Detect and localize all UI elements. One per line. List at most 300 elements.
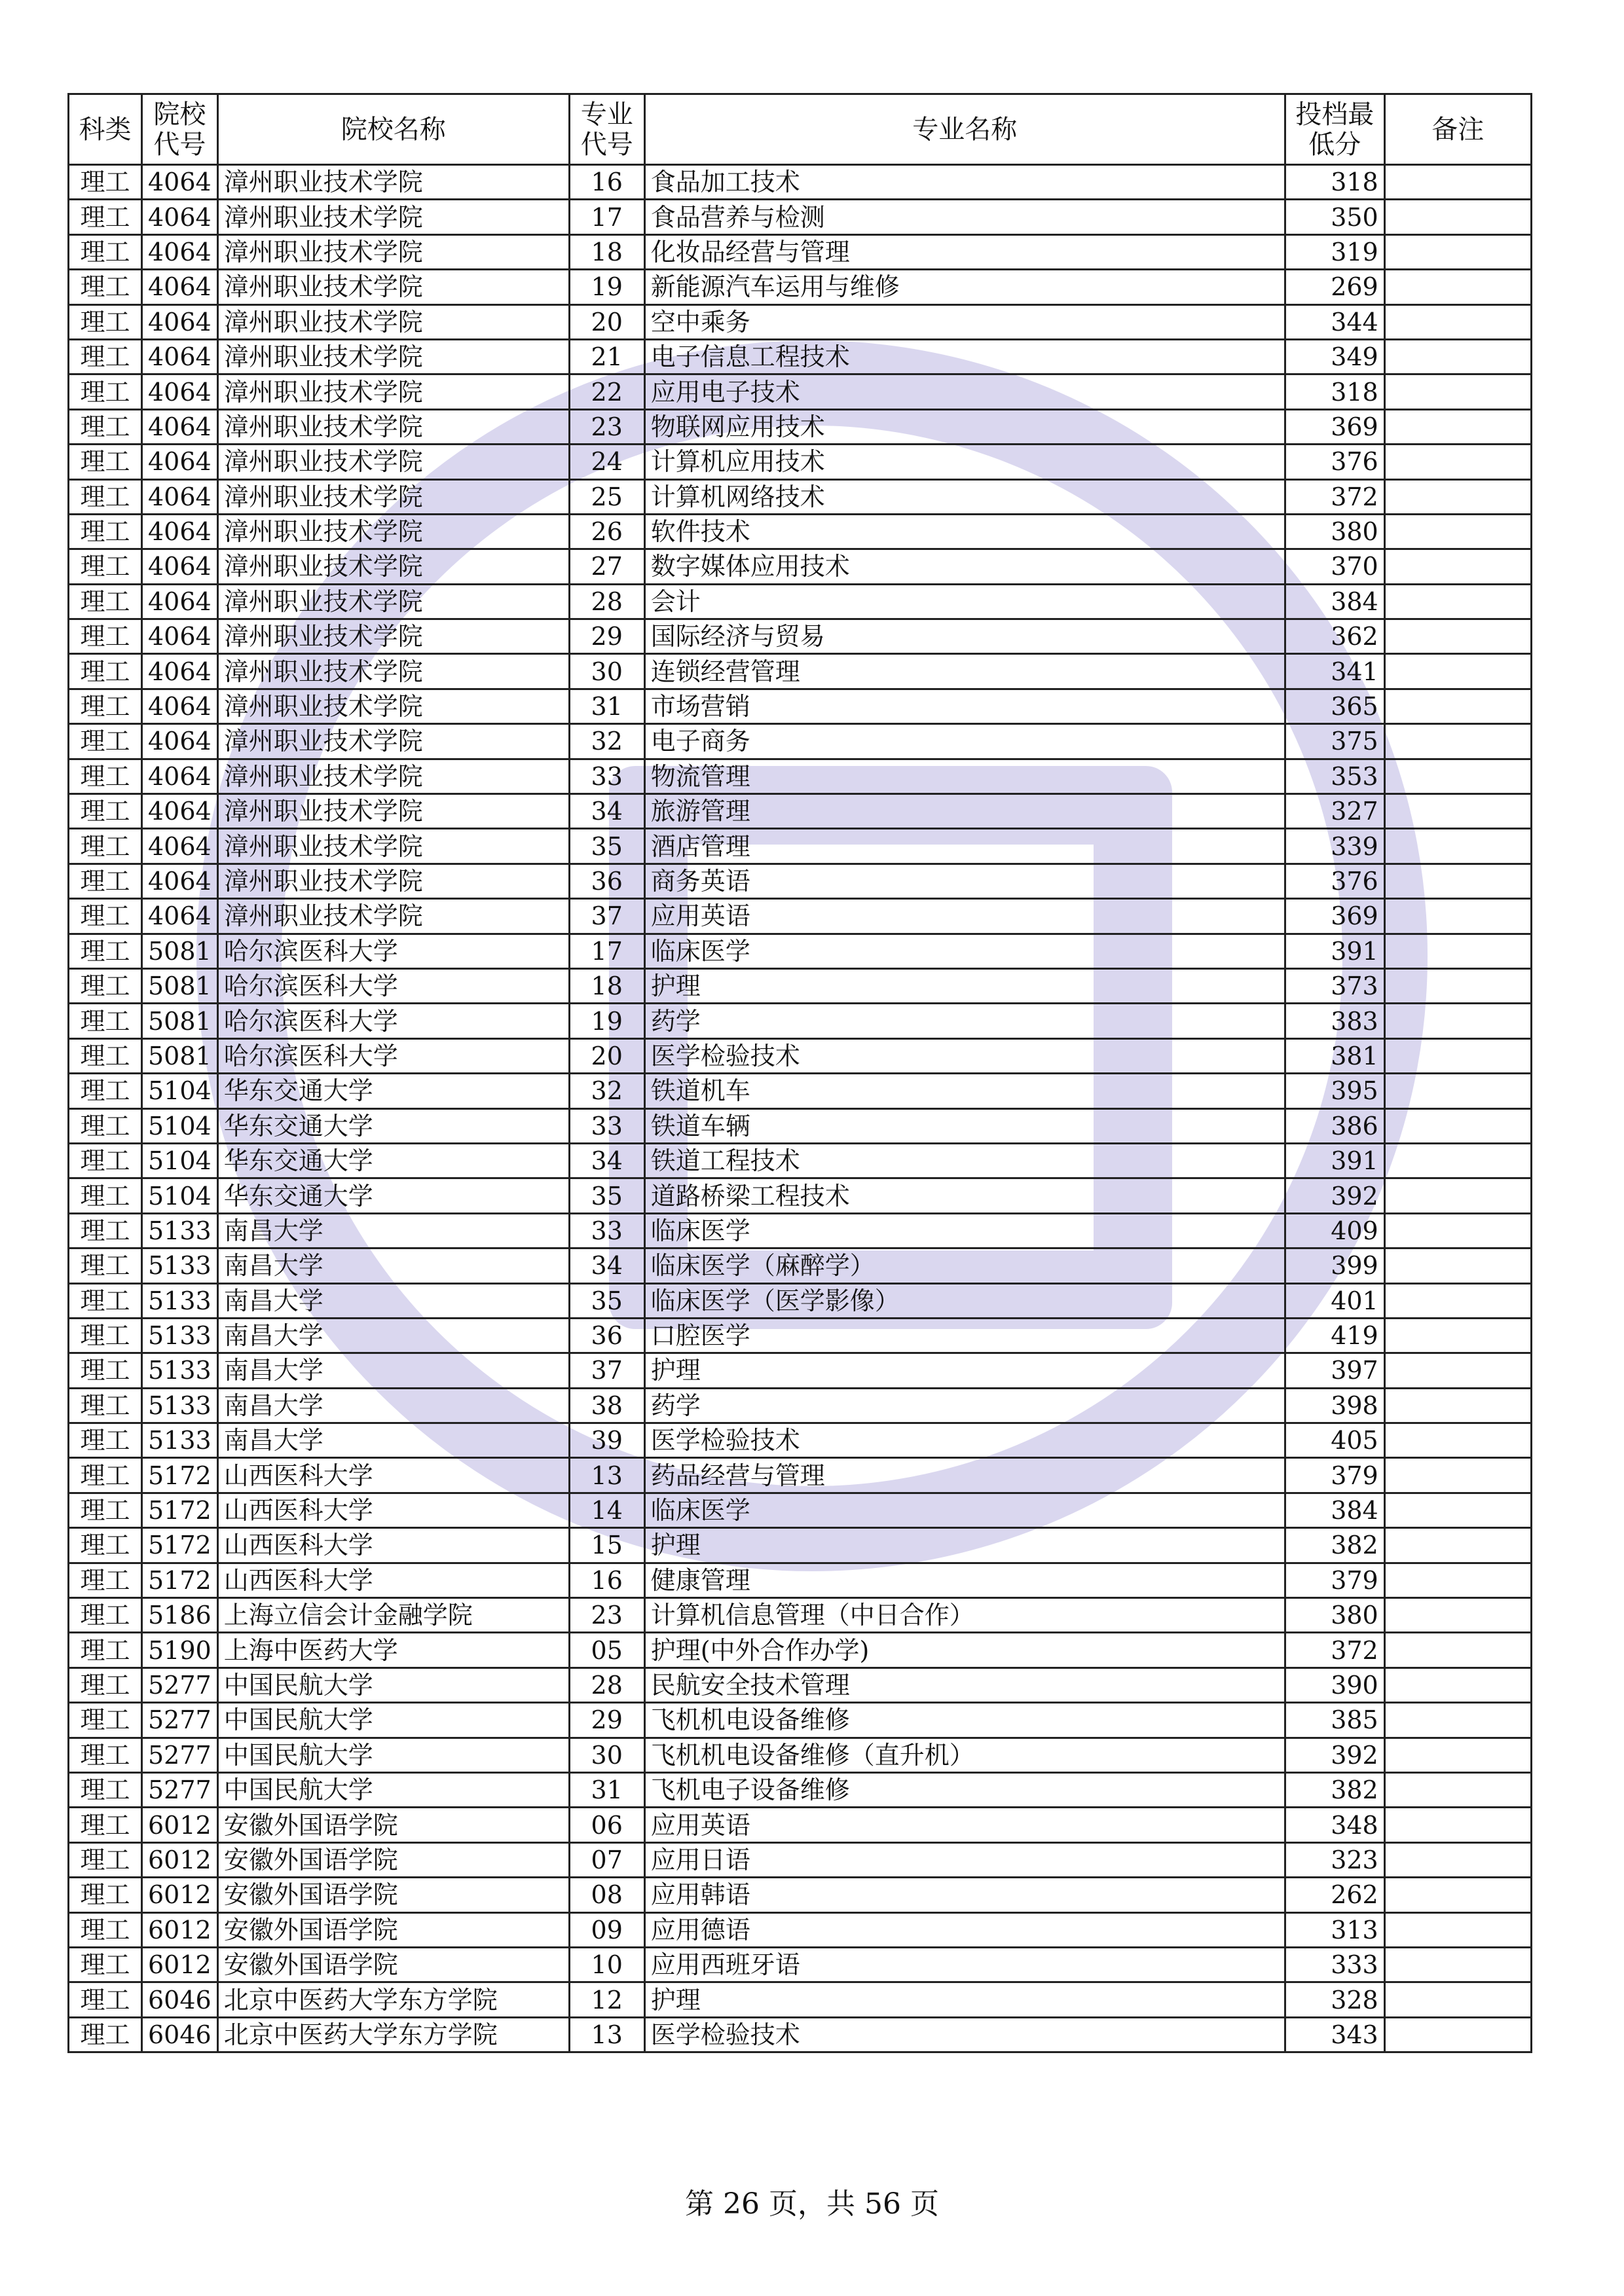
cell-major-name: 护理 xyxy=(644,1528,1285,1563)
cell-school-name: 漳州职业技术学院 xyxy=(217,234,569,269)
table-header-row xyxy=(69,94,1532,165)
cell-major-code: 30 xyxy=(569,1738,644,1772)
cell-major-code: 30 xyxy=(569,654,644,689)
cell-school-name: 漳州职业技术学院 xyxy=(217,445,569,479)
cell-school-code: 4064 xyxy=(142,724,218,759)
cell-major-name: 民航安全技术管理 xyxy=(644,1667,1285,1702)
cell-category: 理工 xyxy=(69,304,142,339)
cell-min-score: 398 xyxy=(1285,1388,1384,1423)
cell-note xyxy=(1384,1842,1531,1877)
cell-major-code: 37 xyxy=(569,899,644,934)
table-row xyxy=(69,1738,1532,1772)
cell-note xyxy=(1384,2017,1531,2052)
table-row xyxy=(69,689,1532,723)
cell-school-name: 山西医科大学 xyxy=(217,1493,569,1527)
cell-school-code: 6012 xyxy=(142,1947,218,1982)
cell-major-code: 16 xyxy=(569,1563,644,1597)
cell-school-name: 南昌大学 xyxy=(217,1423,569,1458)
cell-min-score: 392 xyxy=(1285,1738,1384,1772)
cell-major-code: 36 xyxy=(569,864,644,898)
cell-school-name: 漳州职业技术学院 xyxy=(217,724,569,759)
cell-category: 理工 xyxy=(69,1842,142,1877)
cell-school-name: 漳州职业技术学院 xyxy=(217,829,569,864)
table-row xyxy=(69,724,1532,759)
cell-major-name: 铁道车辆 xyxy=(644,1108,1285,1143)
table-row xyxy=(69,759,1532,793)
cell-major-code: 34 xyxy=(569,1143,644,1178)
cell-min-score: 382 xyxy=(1285,1528,1384,1563)
cell-note xyxy=(1384,619,1531,654)
table-row xyxy=(69,445,1532,479)
cell-school-name: 南昌大学 xyxy=(217,1353,569,1388)
cell-note xyxy=(1384,1912,1531,1947)
cell-major-code: 19 xyxy=(569,270,644,304)
cell-min-score: 395 xyxy=(1285,1074,1384,1108)
cell-school-name: 哈尔滨医科大学 xyxy=(217,1004,569,1038)
cell-school-name: 漳州职业技术学院 xyxy=(217,200,569,234)
table-row xyxy=(69,339,1532,374)
cell-school-code: 4064 xyxy=(142,270,218,304)
cell-school-code: 4064 xyxy=(142,374,218,409)
cell-min-score: 373 xyxy=(1285,968,1384,1003)
table-row xyxy=(69,2017,1532,2052)
cell-school-name: 安徽外国语学院 xyxy=(217,1947,569,1982)
cell-major-name: 应用电子技术 xyxy=(644,374,1285,409)
cell-school-code: 5172 xyxy=(142,1493,218,1527)
cell-major-name: 连锁经营管理 xyxy=(644,654,1285,689)
cell-major-name: 应用英语 xyxy=(644,1808,1285,1842)
cell-major-code: 29 xyxy=(569,1703,644,1738)
cell-min-score: 375 xyxy=(1285,724,1384,759)
cell-school-code: 4064 xyxy=(142,794,218,829)
cell-major-code: 33 xyxy=(569,759,644,793)
cell-school-name: 南昌大学 xyxy=(217,1248,569,1283)
cell-school-code: 5172 xyxy=(142,1458,218,1493)
cell-category: 理工 xyxy=(69,654,142,689)
cell-category: 理工 xyxy=(69,1423,142,1458)
cell-major-code: 14 xyxy=(569,1493,644,1527)
cell-major-name: 物联网应用技术 xyxy=(644,409,1285,444)
cell-major-name: 软件技术 xyxy=(644,514,1285,549)
cell-school-code: 6012 xyxy=(142,1878,218,1912)
cell-school-code: 5081 xyxy=(142,934,218,968)
cell-school-code: 6046 xyxy=(142,1982,218,2017)
table-row xyxy=(69,1878,1532,1912)
cell-school-code: 5104 xyxy=(142,1108,218,1143)
cell-min-score: 379 xyxy=(1285,1563,1384,1597)
cell-school-code: 4064 xyxy=(142,864,218,898)
cell-min-score: 384 xyxy=(1285,1493,1384,1527)
cell-major-code: 27 xyxy=(569,549,644,584)
cell-school-name: 上海立信会计金融学院 xyxy=(217,1598,569,1633)
cell-note xyxy=(1384,1528,1531,1563)
cell-category: 理工 xyxy=(69,165,142,200)
cell-major-name: 物流管理 xyxy=(644,759,1285,793)
cell-major-name: 数字媒体应用技术 xyxy=(644,549,1285,584)
cell-school-code: 5172 xyxy=(142,1563,218,1597)
table-row xyxy=(69,1038,1532,1073)
cell-major-name: 健康管理 xyxy=(644,1563,1285,1597)
cell-category: 理工 xyxy=(69,689,142,723)
cell-school-code: 5133 xyxy=(142,1353,218,1388)
cell-school-code: 5186 xyxy=(142,1598,218,1633)
cell-category: 理工 xyxy=(69,1038,142,1073)
cell-school-name: 漳州职业技术学院 xyxy=(217,165,569,200)
header-note: 备注 xyxy=(1384,94,1531,165)
cell-min-score: 385 xyxy=(1285,1703,1384,1738)
cell-category: 理工 xyxy=(69,829,142,864)
cell-min-score: 370 xyxy=(1285,549,1384,584)
cell-category: 理工 xyxy=(69,200,142,234)
cell-note xyxy=(1384,724,1531,759)
cell-school-name: 南昌大学 xyxy=(217,1388,569,1423)
cell-major-code: 23 xyxy=(569,1598,644,1633)
cell-major-name: 临床医学 xyxy=(644,1213,1285,1248)
table-row xyxy=(69,1318,1532,1353)
table-row xyxy=(69,1143,1532,1178)
cell-major-name: 临床医学 xyxy=(644,1493,1285,1527)
cell-major-code: 38 xyxy=(569,1388,644,1423)
cell-major-name: 食品加工技术 xyxy=(644,165,1285,200)
cell-note xyxy=(1384,1143,1531,1178)
cell-note xyxy=(1384,304,1531,339)
cell-note xyxy=(1384,1982,1531,2017)
cell-major-code: 13 xyxy=(569,2017,644,2052)
table-row xyxy=(69,654,1532,689)
cell-school-name: 漳州职业技术学院 xyxy=(217,689,569,723)
cell-min-score: 353 xyxy=(1285,759,1384,793)
cell-min-score: 319 xyxy=(1285,234,1384,269)
cell-school-name: 漳州职业技术学院 xyxy=(217,409,569,444)
table-row xyxy=(69,968,1532,1003)
table-row xyxy=(69,864,1532,898)
cell-major-code: 35 xyxy=(569,1283,644,1318)
cell-major-name: 计算机网络技术 xyxy=(644,479,1285,514)
table-row xyxy=(69,1912,1532,1947)
cell-major-code: 37 xyxy=(569,1353,644,1388)
cell-category: 理工 xyxy=(69,409,142,444)
cell-min-score: 333 xyxy=(1285,1947,1384,1982)
cell-major-name: 铁道工程技术 xyxy=(644,1143,1285,1178)
cell-major-name: 市场营销 xyxy=(644,689,1285,723)
cell-min-score: 380 xyxy=(1285,1598,1384,1633)
cell-school-code: 4064 xyxy=(142,584,218,619)
cell-major-code: 20 xyxy=(569,1038,644,1073)
cell-major-name: 药品经营与管理 xyxy=(644,1458,1285,1493)
cell-school-name: 漳州职业技术学院 xyxy=(217,864,569,898)
cell-major-name: 医学检验技术 xyxy=(644,1423,1285,1458)
cell-min-score: 365 xyxy=(1285,689,1384,723)
cell-major-code: 29 xyxy=(569,619,644,654)
table-row xyxy=(69,304,1532,339)
table-row xyxy=(69,1563,1532,1597)
cell-school-code: 5133 xyxy=(142,1213,218,1248)
cell-category: 理工 xyxy=(69,1248,142,1283)
table-body xyxy=(69,165,1532,2052)
cell-school-name: 华东交通大学 xyxy=(217,1143,569,1178)
cell-major-name: 化妆品经营与管理 xyxy=(644,234,1285,269)
cell-school-code: 5133 xyxy=(142,1423,218,1458)
cell-category: 理工 xyxy=(69,1808,142,1842)
cell-school-code: 4064 xyxy=(142,409,218,444)
table-row xyxy=(69,374,1532,409)
cell-note xyxy=(1384,968,1531,1003)
cell-note xyxy=(1384,1738,1531,1772)
cell-note xyxy=(1384,864,1531,898)
cell-major-code: 33 xyxy=(569,1108,644,1143)
cell-min-score: 323 xyxy=(1285,1842,1384,1877)
cell-note xyxy=(1384,1038,1531,1073)
cell-major-code: 31 xyxy=(569,1772,644,1807)
cell-major-code: 18 xyxy=(569,968,644,1003)
cell-min-score: 382 xyxy=(1285,1772,1384,1807)
cell-min-score: 399 xyxy=(1285,1248,1384,1283)
cell-major-code: 23 xyxy=(569,409,644,444)
cell-school-name: 漳州职业技术学院 xyxy=(217,339,569,374)
cell-note xyxy=(1384,234,1531,269)
cell-school-code: 4064 xyxy=(142,445,218,479)
cell-note xyxy=(1384,1493,1531,1527)
cell-school-code: 4064 xyxy=(142,654,218,689)
table-row xyxy=(69,234,1532,269)
cell-min-score: 328 xyxy=(1285,1982,1384,2017)
table-row xyxy=(69,794,1532,829)
cell-school-code: 6046 xyxy=(142,2017,218,2052)
cell-school-code: 5081 xyxy=(142,1004,218,1038)
cell-major-name: 应用德语 xyxy=(644,1912,1285,1947)
cell-min-score: 262 xyxy=(1285,1878,1384,1912)
cell-note xyxy=(1384,1667,1531,1702)
cell-school-name: 上海中医药大学 xyxy=(217,1633,569,1667)
cell-school-code: 5277 xyxy=(142,1703,218,1738)
cell-school-name: 北京中医药大学东方学院 xyxy=(217,1982,569,2017)
cell-major-code: 34 xyxy=(569,1248,644,1283)
cell-school-name: 漳州职业技术学院 xyxy=(217,584,569,619)
cell-note xyxy=(1384,1563,1531,1597)
cell-major-code: 13 xyxy=(569,1458,644,1493)
cell-major-name: 药学 xyxy=(644,1004,1285,1038)
cell-min-score: 327 xyxy=(1285,794,1384,829)
cell-category: 理工 xyxy=(69,1878,142,1912)
cell-category: 理工 xyxy=(69,1178,142,1213)
cell-school-name: 山西医科大学 xyxy=(217,1563,569,1597)
cell-note xyxy=(1384,1178,1531,1213)
cell-major-name: 铁道机车 xyxy=(644,1074,1285,1108)
cell-note xyxy=(1384,934,1531,968)
cell-school-name: 漳州职业技术学院 xyxy=(217,654,569,689)
header-major-name: 专业名称 xyxy=(644,94,1285,165)
cell-note xyxy=(1384,759,1531,793)
cell-school-code: 4064 xyxy=(142,899,218,934)
cell-major-name: 电子信息工程技术 xyxy=(644,339,1285,374)
cell-school-code: 4064 xyxy=(142,514,218,549)
cell-school-code: 5081 xyxy=(142,1038,218,1073)
cell-major-name: 新能源汽车运用与维修 xyxy=(644,270,1285,304)
cell-note xyxy=(1384,165,1531,200)
cell-note xyxy=(1384,1318,1531,1353)
table-row xyxy=(69,1493,1532,1527)
cell-major-name: 计算机应用技术 xyxy=(644,445,1285,479)
cell-min-score: 339 xyxy=(1285,829,1384,864)
cell-major-name: 电子商务 xyxy=(644,724,1285,759)
table-row xyxy=(69,1808,1532,1842)
cell-school-code: 4064 xyxy=(142,689,218,723)
table-row xyxy=(69,1458,1532,1493)
cell-category: 理工 xyxy=(69,270,142,304)
cell-major-code: 31 xyxy=(569,689,644,723)
cell-min-score: 386 xyxy=(1285,1108,1384,1143)
table-row xyxy=(69,1842,1532,1877)
cell-major-code: 28 xyxy=(569,584,644,619)
cell-school-code: 5104 xyxy=(142,1143,218,1178)
cell-school-name: 南昌大学 xyxy=(217,1283,569,1318)
table-row xyxy=(69,1388,1532,1423)
cell-category: 理工 xyxy=(69,1458,142,1493)
cell-major-code: 35 xyxy=(569,829,644,864)
cell-school-code: 4064 xyxy=(142,759,218,793)
cell-school-name: 山西医科大学 xyxy=(217,1528,569,1563)
cell-major-name: 国际经济与贸易 xyxy=(644,619,1285,654)
cell-note xyxy=(1384,584,1531,619)
cell-category: 理工 xyxy=(69,339,142,374)
cell-school-name: 哈尔滨医科大学 xyxy=(217,968,569,1003)
cell-category: 理工 xyxy=(69,1493,142,1527)
table-row xyxy=(69,934,1532,968)
cell-school-name: 漳州职业技术学院 xyxy=(217,374,569,409)
cell-major-name: 旅游管理 xyxy=(644,794,1285,829)
cell-category: 理工 xyxy=(69,794,142,829)
cell-category: 理工 xyxy=(69,1912,142,1947)
table-row xyxy=(69,1074,1532,1108)
table-row xyxy=(69,514,1532,549)
cell-school-code: 5277 xyxy=(142,1772,218,1807)
header-category: 科类 xyxy=(69,94,142,165)
cell-min-score: 390 xyxy=(1285,1667,1384,1702)
cell-school-name: 漳州职业技术学院 xyxy=(217,899,569,934)
table-row xyxy=(69,1423,1532,1458)
cell-school-code: 4064 xyxy=(142,829,218,864)
cell-category: 理工 xyxy=(69,1143,142,1178)
cell-major-name: 应用英语 xyxy=(644,899,1285,934)
cell-major-code: 32 xyxy=(569,724,644,759)
cell-school-name: 漳州职业技术学院 xyxy=(217,270,569,304)
cell-school-name: 中国民航大学 xyxy=(217,1738,569,1772)
cell-major-code: 24 xyxy=(569,445,644,479)
cell-min-score: 350 xyxy=(1285,200,1384,234)
cell-major-code: 33 xyxy=(569,1213,644,1248)
cell-category: 理工 xyxy=(69,1353,142,1388)
cell-note xyxy=(1384,200,1531,234)
cell-category: 理工 xyxy=(69,445,142,479)
table-row xyxy=(69,1667,1532,1702)
cell-category: 理工 xyxy=(69,1283,142,1318)
cell-min-score: 372 xyxy=(1285,479,1384,514)
table-row xyxy=(69,1598,1532,1633)
cell-min-score: 379 xyxy=(1285,1458,1384,1493)
table-row xyxy=(69,1108,1532,1143)
cell-major-name: 飞机机电设备维修 xyxy=(644,1703,1285,1738)
cell-note xyxy=(1384,1808,1531,1842)
cell-min-score: 409 xyxy=(1285,1213,1384,1248)
cell-note xyxy=(1384,689,1531,723)
cell-school-name: 漳州职业技术学院 xyxy=(217,479,569,514)
table-row xyxy=(69,165,1532,200)
table-row xyxy=(69,1528,1532,1563)
cell-school-code: 4064 xyxy=(142,339,218,374)
cell-min-score: 381 xyxy=(1285,1038,1384,1073)
cell-min-score: 391 xyxy=(1285,934,1384,968)
cell-note xyxy=(1384,409,1531,444)
cell-major-name: 护理(中外合作办学) xyxy=(644,1633,1285,1667)
header-school-code: 院校代号 xyxy=(142,94,218,165)
cell-major-code: 18 xyxy=(569,234,644,269)
cell-category: 理工 xyxy=(69,1982,142,2017)
table-row xyxy=(69,1947,1532,1982)
cell-major-name: 临床医学 xyxy=(644,934,1285,968)
cell-major-name: 会计 xyxy=(644,584,1285,619)
cell-school-code: 5104 xyxy=(142,1178,218,1213)
cell-category: 理工 xyxy=(69,584,142,619)
header-min-score: 投档最低分 xyxy=(1285,94,1384,165)
cell-major-name: 护理 xyxy=(644,1982,1285,2017)
cell-major-name: 酒店管理 xyxy=(644,829,1285,864)
cell-major-code: 21 xyxy=(569,339,644,374)
cell-min-score: 419 xyxy=(1285,1318,1384,1353)
cell-major-code: 25 xyxy=(569,479,644,514)
cell-school-name: 华东交通大学 xyxy=(217,1108,569,1143)
cell-major-code: 12 xyxy=(569,1982,644,2017)
cell-note xyxy=(1384,1108,1531,1143)
cell-school-name: 哈尔滨医科大学 xyxy=(217,934,569,968)
cell-min-score: 349 xyxy=(1285,339,1384,374)
cell-school-code: 4064 xyxy=(142,200,218,234)
cell-major-name: 商务英语 xyxy=(644,864,1285,898)
cell-category: 理工 xyxy=(69,374,142,409)
cell-min-score: 376 xyxy=(1285,445,1384,479)
table-row xyxy=(69,1283,1532,1318)
cell-category: 理工 xyxy=(69,549,142,584)
cell-school-code: 4064 xyxy=(142,549,218,584)
cell-school-name: 漳州职业技术学院 xyxy=(217,549,569,584)
cell-major-code: 28 xyxy=(569,1667,644,1702)
cell-note xyxy=(1384,1388,1531,1423)
cell-note xyxy=(1384,654,1531,689)
cell-min-score: 318 xyxy=(1285,374,1384,409)
cell-category: 理工 xyxy=(69,1563,142,1597)
cell-school-name: 中国民航大学 xyxy=(217,1703,569,1738)
cell-category: 理工 xyxy=(69,1633,142,1667)
cell-note xyxy=(1384,1878,1531,1912)
cell-note xyxy=(1384,899,1531,934)
cell-major-code: 10 xyxy=(569,1947,644,1982)
cell-school-name: 哈尔滨医科大学 xyxy=(217,1038,569,1073)
cell-min-score: 384 xyxy=(1285,584,1384,619)
cell-category: 理工 xyxy=(69,1318,142,1353)
cell-category: 理工 xyxy=(69,1738,142,1772)
cell-min-score: 405 xyxy=(1285,1423,1384,1458)
cell-major-code: 20 xyxy=(569,304,644,339)
cell-school-code: 4064 xyxy=(142,234,218,269)
cell-category: 理工 xyxy=(69,1528,142,1563)
cell-min-score: 401 xyxy=(1285,1283,1384,1318)
table-row xyxy=(69,1982,1532,2017)
cell-school-name: 漳州职业技术学院 xyxy=(217,794,569,829)
table-row xyxy=(69,899,1532,934)
cell-category: 理工 xyxy=(69,1598,142,1633)
cell-major-code: 07 xyxy=(569,1842,644,1877)
cell-category: 理工 xyxy=(69,899,142,934)
cell-school-code: 5104 xyxy=(142,1074,218,1108)
